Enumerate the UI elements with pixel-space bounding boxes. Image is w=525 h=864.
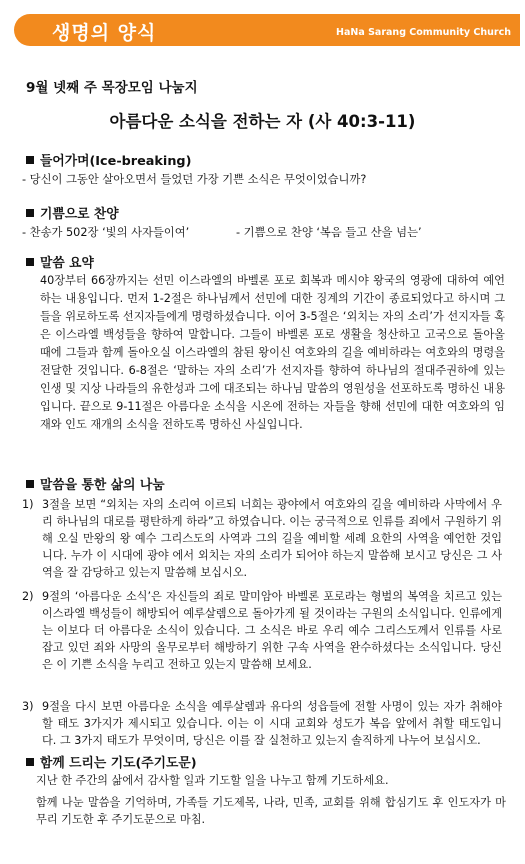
church-name: HaNa Sarang Community Church — [336, 27, 511, 38]
meeting-label: 9월 넷째 주 목장모임 나눔지 — [26, 80, 198, 96]
bullet-square-icon — [26, 156, 34, 164]
bullet-square-icon — [26, 209, 34, 217]
prayer-instruction-1: 지난 한 주간의 삶에서 감사할 일과 기도할 일을 나누고 함께 기도하세요. — [36, 774, 389, 787]
section-heading-summary: 말씀 요약 — [26, 252, 94, 271]
praise-song-1: - 찬송가 502장 ‘빛의 사자들이여’ — [22, 226, 190, 239]
summary-text: 40장부터 66장까지는 선민 이스라엘의 바벨론 포로 회복과 메시야 왕국의 영광에 대하여 예언하는 내용입니다. 먼저 1-2절은 하나님께서 선민에 대한 징계의 기간이 종료되었다고 하시며 그들을 위로하도록 선지자들에게 명령하셨습니다. 이어 3-5절은 ‘외치는 자의 소리’가 선지자들 혹은 이스라엘 백성들을 향하여 말합니다. 그들이 바벨론 포로 생활을 청산하고 고국으로 돌아올 때에 그들과 함께 돌아오실 이스라엘의 참된 왕이신 여호와의 길을 예비하라는 여호와의 명령을 전달한 것입니다. 6-8절은 ‘말하는 자의 소리’가 선지자를 향하여 하나님의 절대주권하에 있는 인생 및 지상 나라들의 유한성과 그에 대조되는 하나님 말씀의 영원성을 선포하도록 명하신 내용입니다. 끝으로 9-11절은 아름다운 소식을 시온에 전하는 자들을 향해 선민에 대한 여호와의 임재와 인도 재개의 소식을 전하도록 명하신 사실입니다. — [40, 274, 505, 431]
life-question-2: 2) 9절의 ‘아름다운 소식’은 자신들의 죄로 말미암아 바벨론 포로라는 형벌의 복역을 치르고 있는 이스라엘 백성들이 해방되어 예루살렘으로 돌아가게 될 것이라는 구원의 소식입니다. 인류에게는 이보다 더 아름다운 소식이 있습니다. 그 소식은 바로 우리 예수 그리스도께서 인류를 사로잡고 있던 죄와 사망의 올무로부터 해방하기 위한 구속 사역을 완수하셨다는 소식입니다. 당신은 이 기쁜 소식을 누리고 전하고 있는지 말씀해 보세요. — [22, 590, 502, 671]
bullet-square-icon — [26, 258, 34, 266]
section-heading-praise: 기쁨으로 찬양 — [26, 203, 119, 222]
header-title: 생명의 양식 — [52, 22, 157, 44]
praise-song-2: - 기쁨으로 찬양 ‘복음 들고 산을 넘는’ — [236, 226, 422, 239]
life-question-1: 1) 3절을 보면 “외치는 자의 소리여 이르되 너희는 광야에서 여호와의 길을 예비하라 사막에서 우리 하나님의 대로를 평탄하게 하라”고 하였습니다. 이는 궁극적으로 인류를 죄에서 구원하기 위해 오실 만왕의 왕 예수 그리스도의 사역과 그의 길을 예비할 세례 요한의 사역을 예언한 것입니다. 누가 이 시대에 광야 에서 외치는 자의 소리가 되어야 하는지 말씀해 보시고 당신은 그 사역을 잘 감당하고 있는지 말씀해 보십시오. — [22, 498, 502, 579]
page-title: 아름다운 소식을 전하는 자 (사 40:3-11) — [109, 112, 416, 131]
section-heading-icebreak: 들어가며(Ice-breaking) — [26, 150, 191, 169]
section-heading-life: 말씀을 통한 삶의 나눔 — [26, 474, 165, 493]
bullet-square-icon — [26, 480, 34, 488]
icebreak-question: - 당신이 그동안 살아오면서 들었던 가장 기쁜 소식은 무엇이었습니까? — [22, 173, 367, 186]
bullet-square-icon — [26, 758, 34, 766]
header-banner — [0, 0, 525, 56]
section-heading-prayer: 함께 드리는 기도(주기도문) — [26, 752, 197, 771]
life-question-3: 3) 9절을 다시 보면 아름다운 소식을 예루살렘과 유다의 성읍들에 전할 사명이 있는 자가 취해야 할 태도 3가지가 제시되고 있습니다. 이는 이 시대 교회와 성도가 복음 앞에서 취할 태도입니다. 그 3가지 태도가 무엇이며, 당신은 이를 잘 실천하고 있는지 솔직하게 나누어 보십시오. — [22, 700, 502, 747]
prayer-instruction-2: 함께 나눈 말씀을 기억하며, 가족들 기도제목, 나라, 민족, 교회를 위해 합심기도 후 인도자가 마무리 기도한 후 주기도문으로 마침. — [36, 796, 506, 826]
